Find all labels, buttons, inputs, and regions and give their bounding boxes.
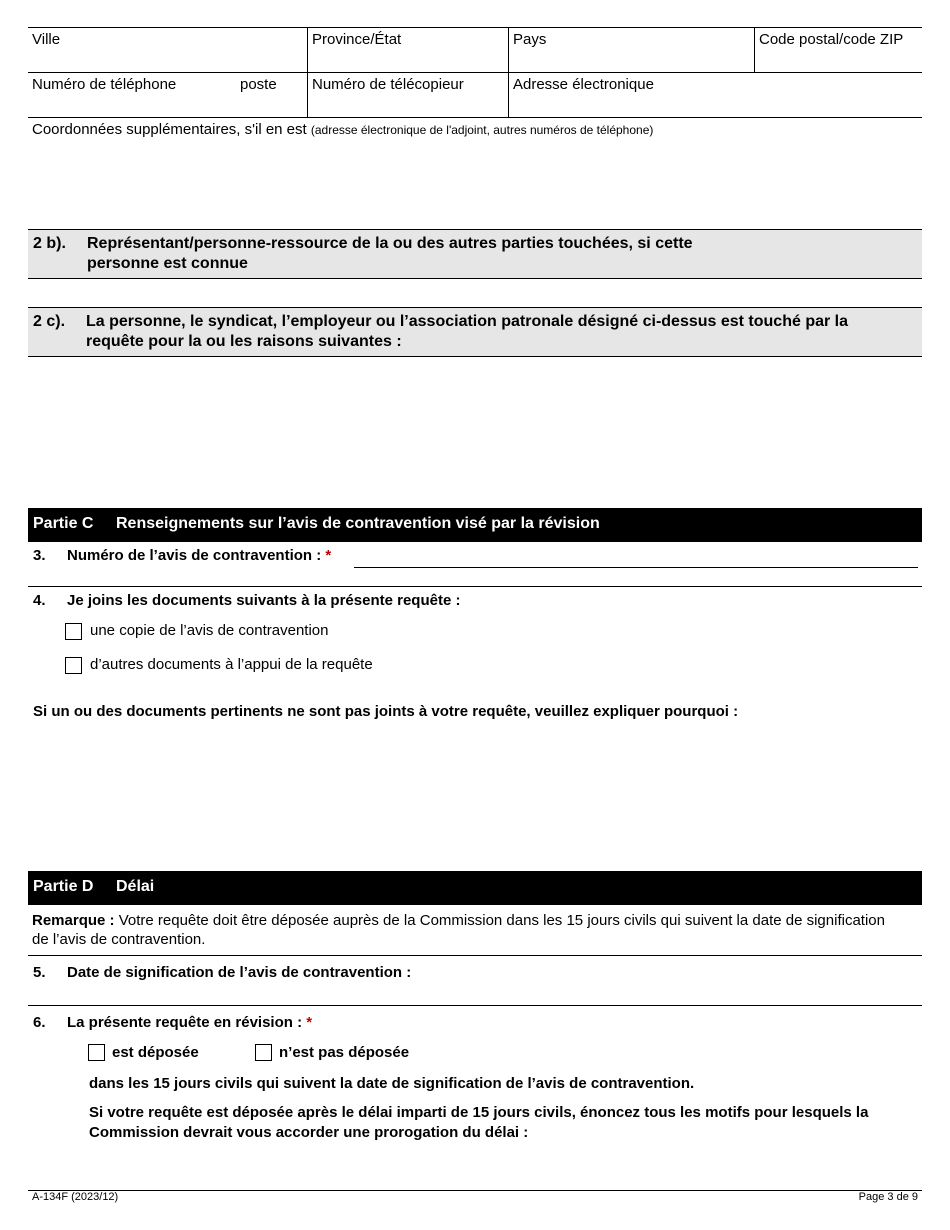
city-label: Ville [32,31,61,48]
notice-number-input[interactable] [354,548,918,568]
q6-label: La présente requête en révision : * [67,1014,313,1031]
late-reasons-line1: Si votre requête est déposée après le délai imparti de 15 jours civils, énoncez tous les motifs pour lesquels la [89,1104,869,1121]
section-2b-line2: personne est connue [87,255,248,272]
phone-label: Numéro de téléphone [32,76,177,93]
postal-code-label: Code postal/code ZIP [759,31,904,48]
section-2b-number: 2 b). [33,235,66,252]
deadline-note [32,911,885,949]
q4-label: Je joins les documents suivants à la présente requête : [67,592,461,609]
section-2c-line2: requête pour la ou les raisons suivantes : [86,333,402,350]
q3-number: 3. [33,547,46,564]
note-line1: Votre requête doit être déposée auprès de la Commission dans les 15 jours civils qui suivent la date de signification [118,912,885,929]
province-label: Province/État [312,31,402,48]
part-d-label: Partie D [33,878,94,895]
form-code: A-134F (2023/12) [32,1191,119,1203]
checkbox-not-filed[interactable] [255,1044,272,1061]
note-line2: de l’avis de contravention. [32,931,206,948]
late-reasons-field[interactable] [89,1146,921,1186]
q4-number: 4. [33,592,46,609]
part-c-label: Partie C [33,515,94,532]
extension-label: poste [240,76,277,93]
q5-label: Date de signification de l’avis de contravention : [67,964,412,981]
section-2b-line1: Représentant/personne-ressource de la ou des autres parties touchées, si cette [87,235,693,252]
part-c-header [28,508,922,542]
q6-number: 6. [33,1014,46,1031]
checkbox-other-documents[interactable] [65,657,82,674]
q5-number: 5. [33,964,46,981]
section-2c-line1: La personne, le syndicat, l’employeur ou l’association patronale désigné ci-dessus est touché par la [86,313,848,330]
part-d-header [28,871,922,905]
late-reasons-line2: Commission devrait vous accorder une prorogation du délai : [89,1124,529,1141]
note-label: Remarque : [32,912,115,929]
section-2c-reasons-field[interactable] [29,360,921,505]
country-label: Pays [513,31,547,48]
additional-contact-note: (adresse électronique de l'adjoint, autres numéros de téléphone) [310,123,654,137]
additional-contact-label: Coordonnées supplémentaires, s'il en est (adresse électronique de l'adjoint, autres numéros de téléphone) [32,121,654,138]
page-number: Page 3 de 9 [858,1191,918,1203]
missing-documents-explanation-field[interactable] [29,725,921,865]
section-2b-header [28,229,922,279]
fax-label: Numéro de télécopieur [312,76,464,93]
section-2c-number: 2 c). [33,313,66,330]
missing-documents-prompt: Si un ou des documents pertinents ne sont pas joints à votre requête, veuillez expliquer pourquoi : [33,703,739,720]
within-deadline-text: dans les 15 jours civils qui suivent la date de signification de l’avis de contravention. [89,1075,695,1092]
part-d-title: Délai [116,878,155,895]
q6-required-mark: * [306,1014,313,1031]
part-c-title: Renseignements sur l’avis de contravention visé par la révision [116,515,600,532]
option-other-documents-label: d’autres documents à l’appui de la requête [90,656,373,673]
additional-contact-field[interactable] [29,140,921,225]
option-not-filed-label: n’est pas déposée [279,1044,410,1061]
q3-label: Numéro de l’avis de contravention : * [67,547,332,564]
option-copy-of-notice-label: une copie de l’avis de contravention [90,622,329,639]
checkbox-copy-of-notice[interactable] [65,623,82,640]
checkbox-filed[interactable] [88,1044,105,1061]
option-filed-label: est déposée [112,1044,199,1061]
service-date-field[interactable] [430,958,920,1003]
q3-required-mark: * [325,547,332,564]
city-field[interactable] [29,28,306,71]
email-label: Adresse électronique [513,76,654,93]
section-2c-header [28,307,922,357]
